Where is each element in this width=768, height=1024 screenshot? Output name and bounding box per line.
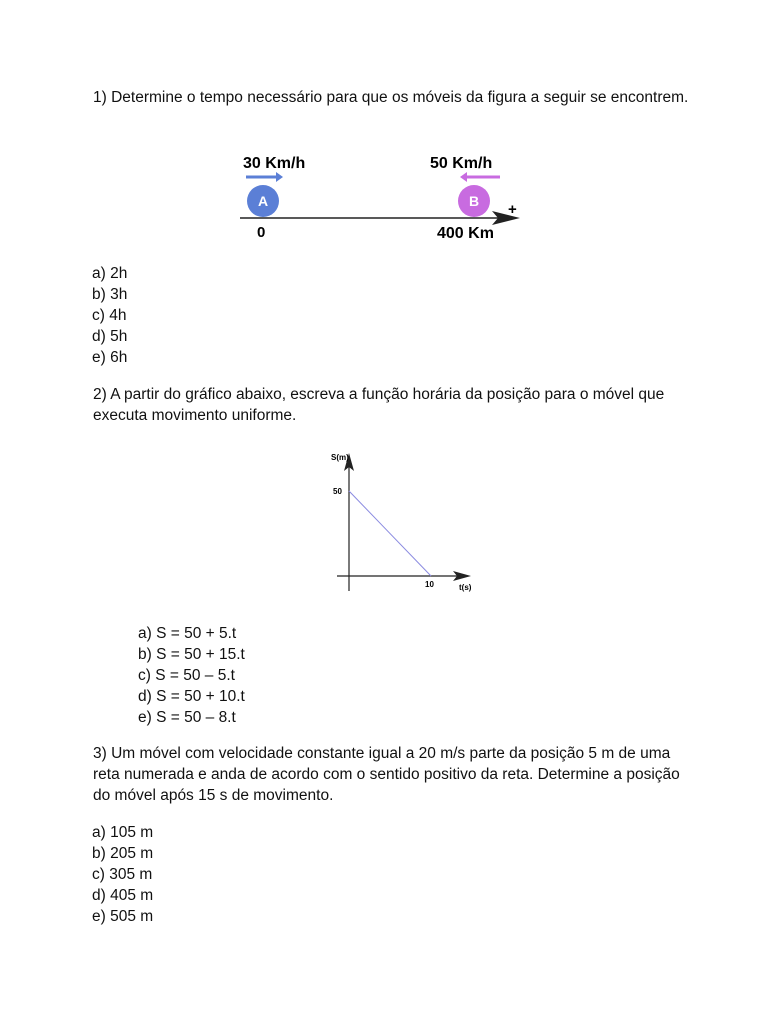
option-e[interactable]: e) 505 m (92, 908, 154, 925)
question-2-text: 2) A partir do gráfico abaixo, escreva a função horária da posição para o móvel que executa movimento uniforme. (93, 386, 665, 424)
series-line (349, 491, 431, 576)
origin-label: 0 (257, 224, 266, 241)
arrow-right-head (276, 172, 283, 182)
option-e[interactable]: e) 6h (92, 349, 128, 366)
y-axis-label: S(m) (331, 453, 349, 462)
option-a[interactable]: a) 105 m (92, 824, 154, 841)
speed-a-label: 30 Km/h (243, 155, 306, 172)
option-c[interactable]: c) 305 m (92, 866, 153, 883)
end-label: 400 Km (437, 225, 494, 242)
option-e[interactable]: e) S = 50 – 8.t (138, 709, 236, 726)
q2-options (138, 623, 245, 728)
x-tick-label: 10 (425, 580, 434, 589)
option-c[interactable]: c) S = 50 – 5.t (138, 667, 235, 684)
mobile-b-letter: B (468, 193, 480, 209)
option-d[interactable]: d) 405 m (92, 887, 154, 904)
question-3-text: 3) Um móvel com velocidade constante igual a 20 m/s parte da posição 5 m de uma reta numerada e anda de acordo com o sentido positivo da reta. Determine a posição do móvel após 15 s de movimento. (93, 745, 680, 804)
q3-options (92, 822, 153, 927)
x-axis-label: t(s) (459, 583, 472, 592)
q1-figure (230, 148, 530, 248)
position-time-chart (325, 445, 485, 595)
option-b[interactable]: b) 205 m (92, 845, 154, 862)
y-tick-label: 50 (333, 487, 342, 496)
option-a[interactable]: a) S = 50 + 5.t (138, 625, 237, 642)
question-1-text: 1) Determine o tempo necessário para que os móveis da figura a seguir se encontrem. (93, 89, 689, 106)
option-b[interactable]: b) S = 50 + 15.t (138, 646, 245, 663)
mobile-a-letter: A (257, 193, 269, 209)
plus-sign: + (508, 201, 517, 218)
option-d[interactable]: d) S = 50 + 10.t (138, 688, 245, 705)
option-d[interactable]: d) 5h (92, 328, 128, 345)
option-a[interactable]: a) 2h (92, 265, 128, 282)
arrow-left-head (460, 172, 467, 182)
option-c[interactable]: c) 4h (92, 307, 127, 324)
speed-b-label: 50 Km/h (430, 155, 493, 172)
option-b[interactable]: b) 3h (92, 286, 128, 303)
q1-options (92, 263, 127, 368)
